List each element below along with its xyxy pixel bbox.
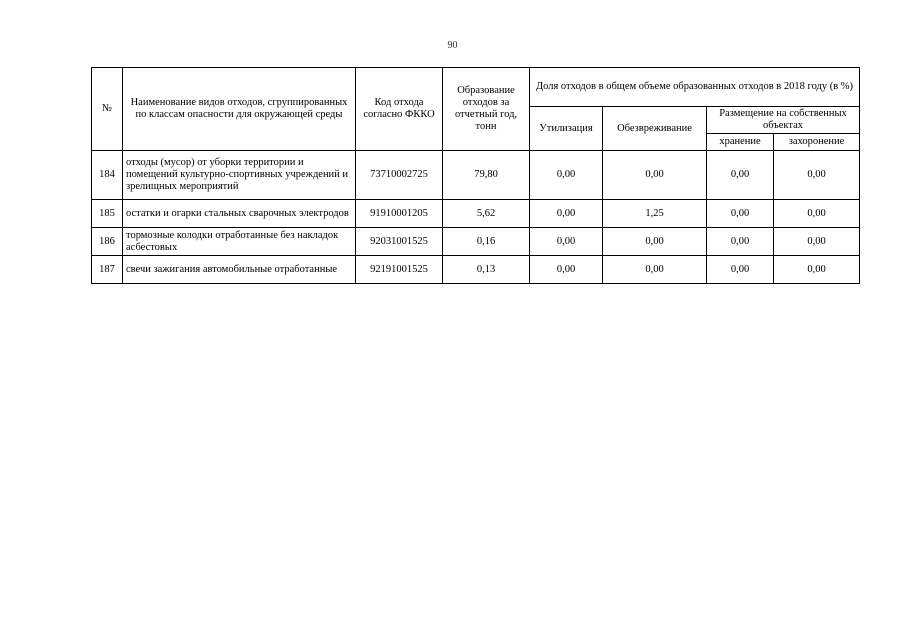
row-num: 186 <box>92 228 123 256</box>
table-row <box>92 228 860 256</box>
header-utilization: Утилизация <box>530 107 603 151</box>
row-utilization: 0,00 <box>530 228 603 256</box>
row-storage: 0,00 <box>707 200 774 228</box>
table-body <box>92 151 860 284</box>
table-header <box>92 68 860 151</box>
row-storage: 0,00 <box>707 151 774 200</box>
row-burial: 0,00 <box>774 228 860 256</box>
header-storage: хранение <box>707 134 774 151</box>
row-neutralization: 0,00 <box>603 228 707 256</box>
row-neutralization: 0,00 <box>603 256 707 284</box>
row-generated: 0,16 <box>443 228 530 256</box>
row-generated: 5,62 <box>443 200 530 228</box>
row-storage: 0,00 <box>707 256 774 284</box>
header-num: № <box>92 68 123 151</box>
header-share: Доля отходов в общем объеме образованных отходов в 2018 году (в %) <box>530 68 860 107</box>
row-num: 187 <box>92 256 123 284</box>
table-row <box>92 256 860 284</box>
row-neutralization: 1,25 <box>603 200 707 228</box>
row-code: 92191001525 <box>356 256 443 284</box>
row-utilization: 0,00 <box>530 200 603 228</box>
header-burial: захоронение <box>774 134 860 151</box>
row-code: 91910001205 <box>356 200 443 228</box>
row-code: 92031001525 <box>356 228 443 256</box>
row-burial: 0,00 <box>774 151 860 200</box>
table-row <box>92 200 860 228</box>
table-row <box>92 151 860 200</box>
row-utilization: 0,00 <box>530 256 603 284</box>
row-generated: 79,80 <box>443 151 530 200</box>
row-num: 184 <box>92 151 123 200</box>
row-code: 73710002725 <box>356 151 443 200</box>
waste-table <box>91 67 860 284</box>
row-utilization: 0,00 <box>530 151 603 200</box>
header-generated: Образование отходов за отчетный год, тонн <box>443 68 530 151</box>
row-name: свечи зажигания автомобильные отработанные <box>123 256 356 284</box>
header-placement: Размещение на собственных объектах <box>707 107 860 134</box>
row-num: 185 <box>92 200 123 228</box>
header-name: Наименование видов отходов, сгруппированных по классам опасности для окружающей среды <box>123 68 356 151</box>
header-code: Код отхода согласно ФККО <box>356 68 443 151</box>
row-burial: 0,00 <box>774 256 860 284</box>
row-name: тормозные колодки отработанные без накладок асбестовых <box>123 228 356 256</box>
row-storage: 0,00 <box>707 228 774 256</box>
row-burial: 0,00 <box>774 200 860 228</box>
page-number: 90 <box>447 40 458 51</box>
header-neutralization: Обезвреживание <box>603 107 707 151</box>
row-name: отходы (мусор) от уборки территории и помещений культурно-спортивных учреждений и зрелищных мероприятий <box>123 151 356 200</box>
row-neutralization: 0,00 <box>603 151 707 200</box>
row-name: остатки и огарки стальных сварочных электродов <box>123 200 356 228</box>
row-generated: 0,13 <box>443 256 530 284</box>
